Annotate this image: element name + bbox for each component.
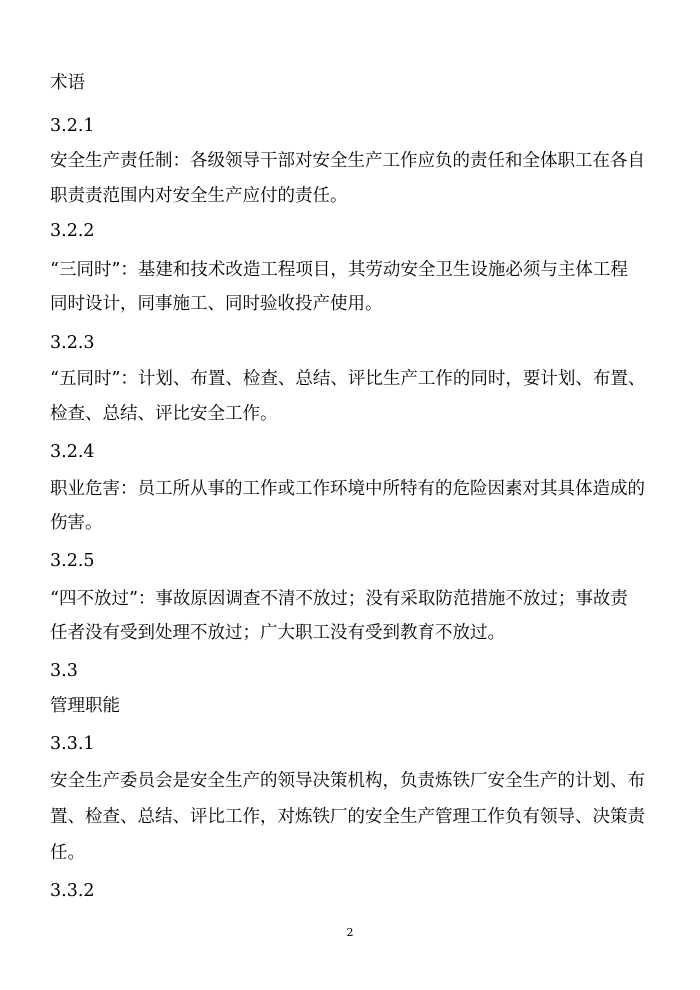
paragraph-line: 同时设计，同事施工、同时验收投产使用。 (50, 294, 383, 314)
paragraph-line: 任者没有受到处理不放过；广大职工没有受到教育不放过。 (50, 623, 505, 643)
paragraph-line: 置、检查、总结、评比工作，对炼铁厂的安全生产管理工作负有领导、决策责 (50, 807, 645, 827)
paragraph-line: 伤害。 (50, 513, 103, 533)
clause-number: 3.3 (50, 661, 78, 681)
section-heading-management: 管理职能 (50, 696, 120, 716)
page-number: 2 (346, 926, 354, 939)
clause-number: 3.2.2 (50, 221, 95, 241)
clause-number: 3.2.5 (50, 551, 95, 571)
paragraph-line: “三同时”：基建和技术改造工程项目，其劳动安全卫生设施必须与主体工程 (50, 260, 628, 280)
clause-number: 3.2.3 (50, 333, 95, 353)
paragraph-line: “五同时”：计划、布置、检查、总结、评比生产工作的同时，要计划、布置、 (50, 369, 646, 389)
clause-number: 3.3.1 (50, 734, 95, 754)
paragraph-line: “四不放过”：事故原因调查不清不放过；没有采取防范措施不放过；事故责 (50, 589, 628, 609)
paragraph-line: 任。 (50, 843, 85, 863)
paragraph-line: 安全生产责任制：各级领导干部对安全生产工作应负的责任和全体职工在各自 (50, 151, 645, 171)
clause-number: 3.2.1 (50, 116, 95, 136)
clause-number: 3.3.2 (50, 881, 95, 901)
paragraph-line: 职责责范围内对安全生产应付的责任。 (50, 186, 348, 206)
paragraph-line: 检查、总结、评比安全工作。 (50, 404, 278, 424)
section-heading-terms: 术语 (50, 73, 85, 93)
paragraph-line: 职业危害：员工所从事的工作或工作环境中所特有的危险因素对其具体造成的 (50, 479, 645, 499)
clause-number: 3.2.4 (50, 442, 95, 462)
paragraph-line: 安全生产委员会是安全生产的领导决策机构，负责炼铁厂安全生产的计划、布 (50, 771, 645, 791)
